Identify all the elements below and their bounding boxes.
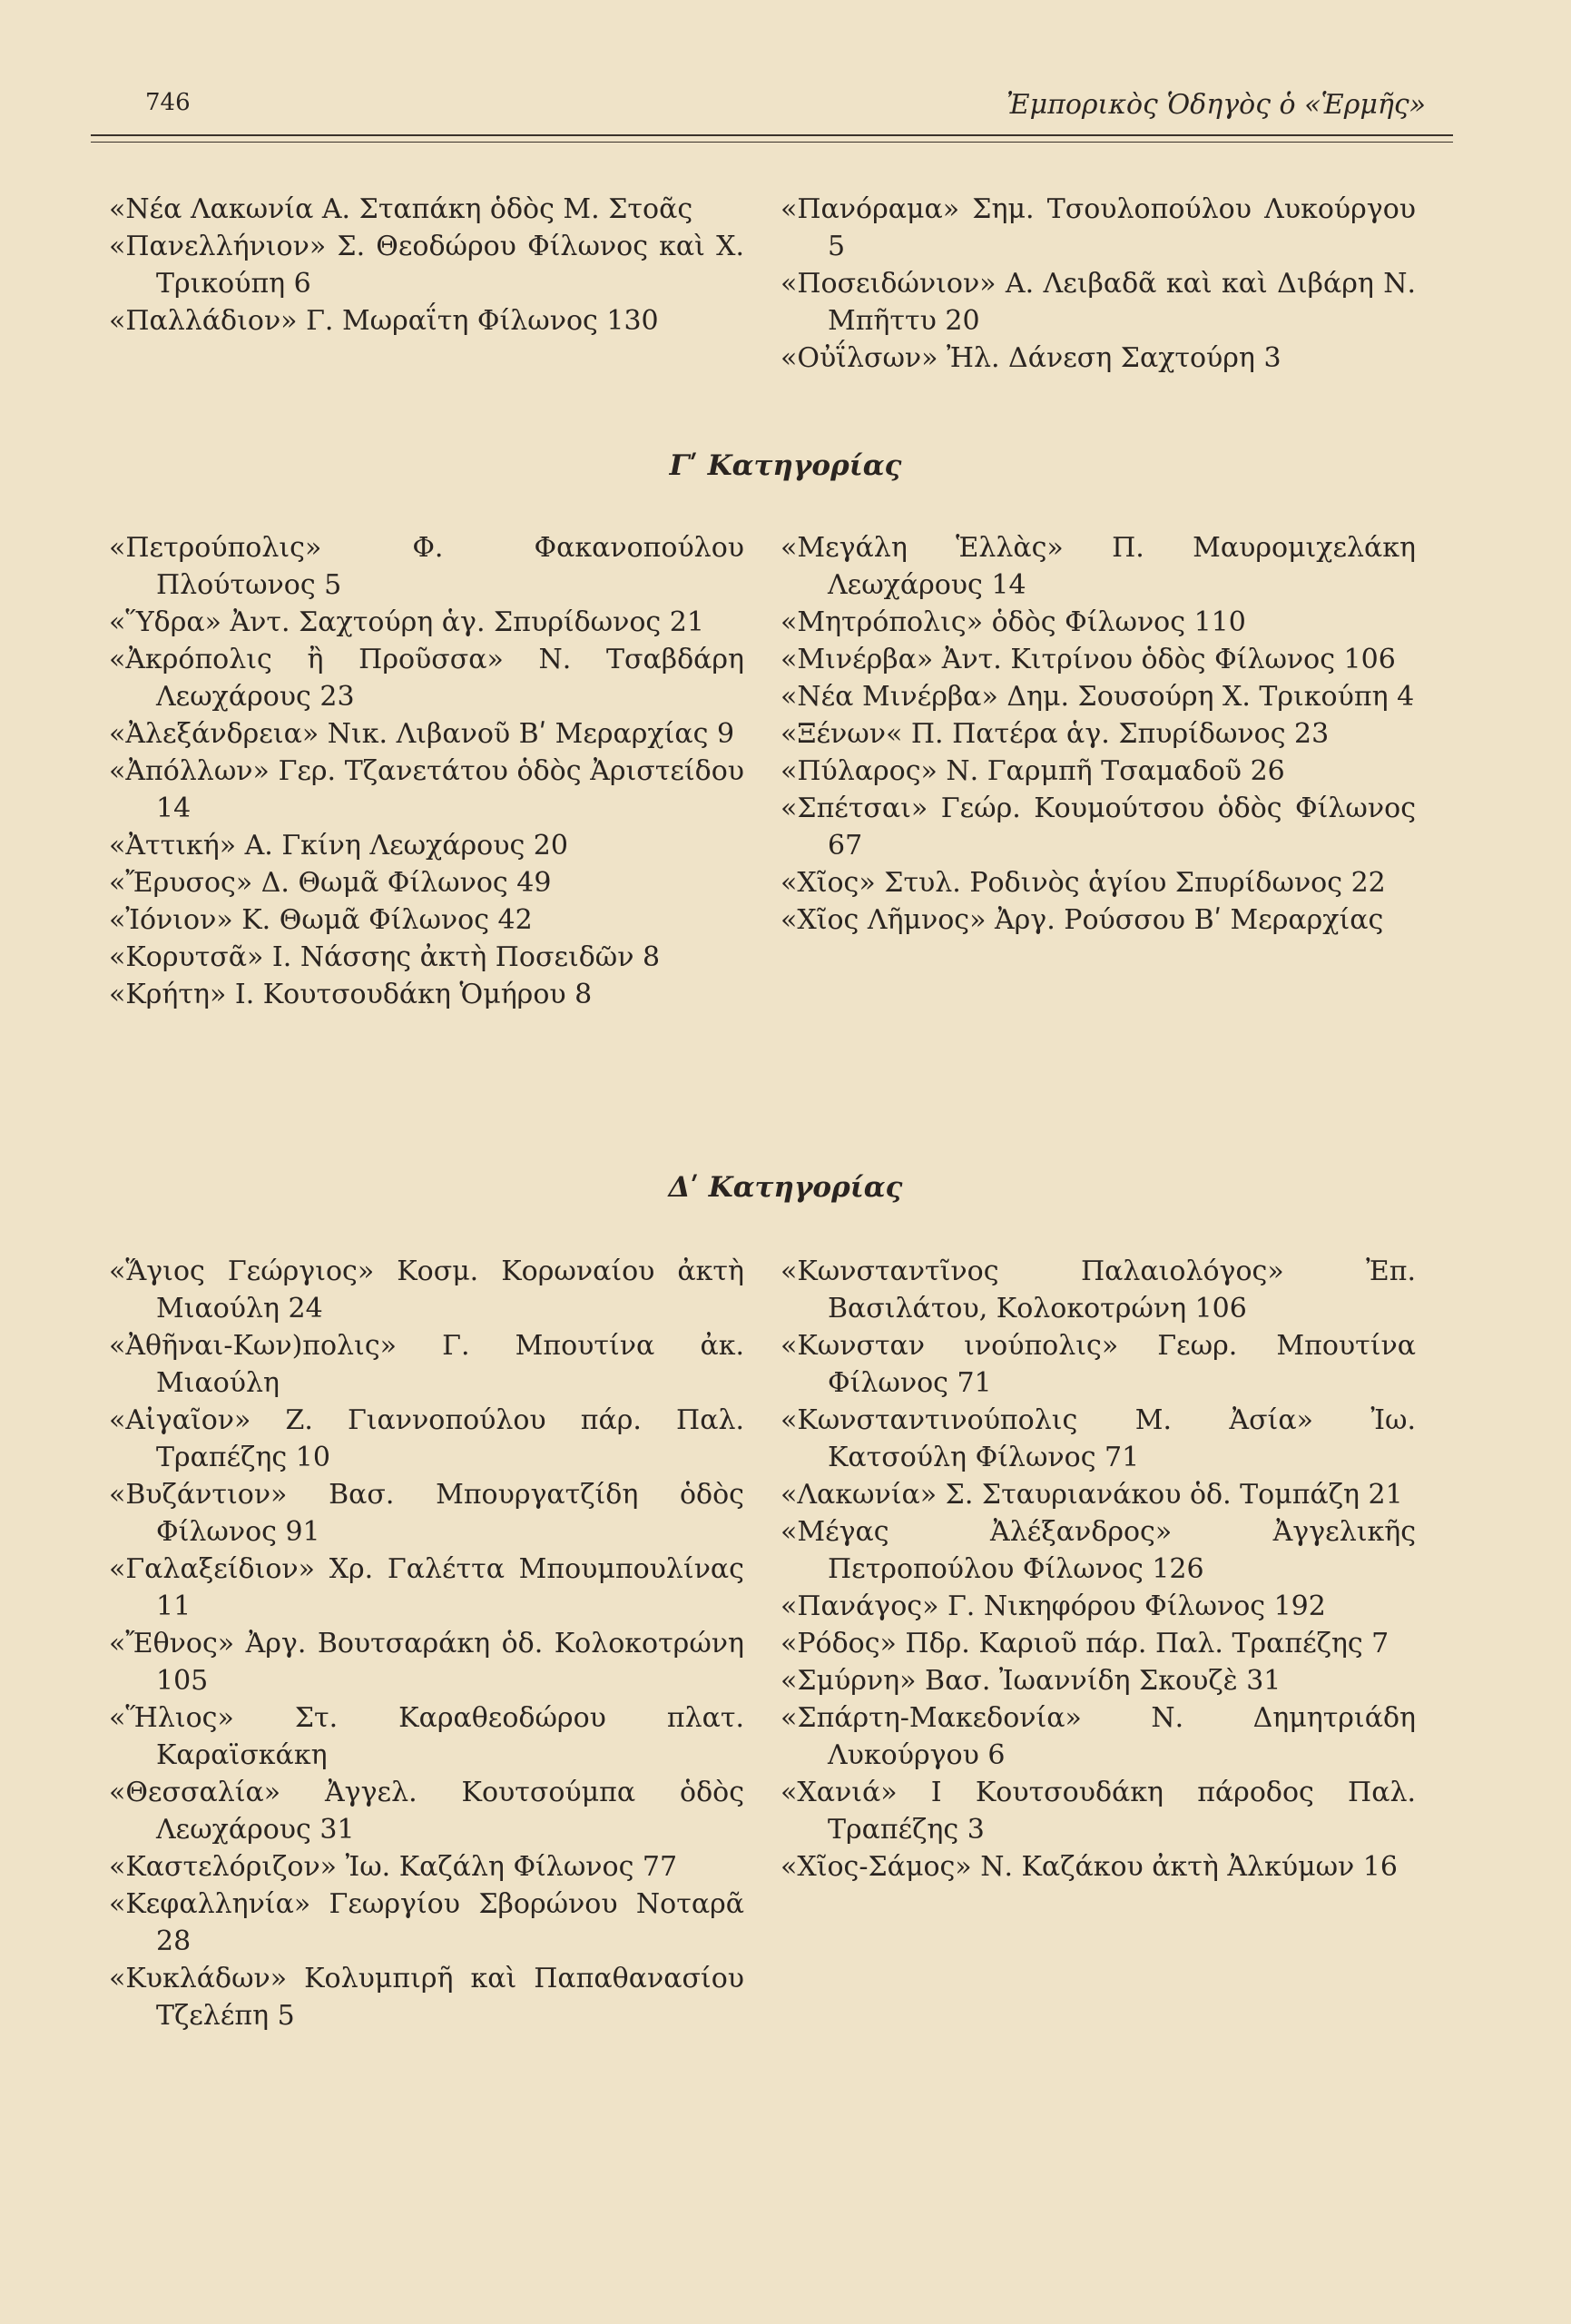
right-column bbox=[781, 1253, 1416, 2034]
section-heading-d: Δʹ Κατηγορίας bbox=[668, 1171, 903, 1204]
list-entry: «Χῖος Λῆμνος» Ἀργ. Ρούσσου Βʹ Μεραρχίας bbox=[781, 904, 1384, 936]
list-entry: «Κωνσταντῖνος Παλαιολόγος» Ἐπ. Βασιλάτου, Κολοκοτρώνη 106 bbox=[781, 1256, 1416, 1324]
list-entry: «Κρήτη» Ι. Κουτσουδάκη Ὁμήρου 8 bbox=[109, 979, 593, 1010]
list-entry: «Βυζάντιον» Βασ. Μπουργατζίδη ὁδὸς Φίλωνος 91 bbox=[109, 1479, 744, 1548]
list-entry: «Πανόραμα» Σημ. Τσουλοπούλου Λυκούργου 5 bbox=[781, 193, 1416, 262]
list-entry: «Ἔθνος» Ἀργ. Βουτσαράκη ὁδ. Κολοκοτρώνη 105 bbox=[109, 1628, 744, 1697]
page-number: 746 bbox=[145, 89, 191, 116]
list-entry: «Καστελόριζον» Ἰω. Καζάλη Φίλωνος 77 bbox=[109, 1851, 678, 1883]
list-entry: «Οὐΐλσων» Ἠλ. Δάνεση Σαχτούρη 3 bbox=[781, 342, 1281, 374]
right-column bbox=[781, 529, 1416, 1013]
header-rule bbox=[91, 134, 1453, 136]
running-title: Ἐμπορικὸς Ὁδηγὸς ὁ «Ἑρμῆς» bbox=[1006, 89, 1426, 121]
list-entry: «Παλλάδιον» Γ. Μωραΐτη Φίλωνος 130 bbox=[109, 305, 659, 337]
left-column bbox=[109, 529, 744, 1013]
list-entry: «Ἔρυσος» Δ. Θωμᾶ Φίλωνος 49 bbox=[109, 867, 552, 899]
list-entry: «Πύλαρος» Ν. Γαρμπῆ Τσαμαδοῦ 26 bbox=[781, 755, 1285, 787]
list-entry: «Ἀπόλλων» Γερ. Τζανετάτου ὁδὸς Ἀριστείδου 14 bbox=[109, 755, 744, 824]
list-entry: «Θεσσαλία» Ἀγγελ. Κουτσούμπα ὁδὸς Λεωχάρους 31 bbox=[109, 1777, 744, 1846]
list-entry: «Κορυτσᾶ» Ι. Νάσσης ἀκτὴ Ποσειδῶν 8 bbox=[109, 941, 661, 973]
list-entry: «Σπέτσαι» Γεώρ. Κουμούτσου ὁδὸς Φίλωνος 67 bbox=[781, 793, 1416, 862]
list-entry: «Ἀκρόπολις ἢ Προῦσσα» Ν. Τσαβδάρη Λεωχάρους 23 bbox=[109, 644, 744, 713]
list-entry: «Πανάγος» Γ. Νικηφόρου Φίλωνος 192 bbox=[781, 1590, 1326, 1622]
list-entry: «Ἅγιος Γεώργιος» Κοσμ. Κορωναίου ἀκτὴ Μιαούλη 24 bbox=[109, 1256, 744, 1324]
list-entry: «Κωνσταντινούπολις Μ. Ἀσία» Ἰω. Κατσούλη Φίλωνος 71 bbox=[781, 1404, 1416, 1473]
right-column bbox=[781, 191, 1416, 377]
list-entry: «Σπάρτη-Μακεδονία» Ν. Δημητριάδη Λυκούργου 6 bbox=[781, 1702, 1416, 1771]
list-entry: «Γαλαξείδιον» Χρ. Γαλέττα Μπουμπουλίνας 11 bbox=[109, 1553, 744, 1622]
list-entry: «Κωνσταν ινούπολις» Γεωρ. Μπουτίνα Φίλωνος 71 bbox=[781, 1330, 1416, 1399]
list-entry: «Λακωνία» Σ. Σταυριανάκου ὁδ. Τομπάζη 21 bbox=[781, 1479, 1403, 1511]
section-continued bbox=[109, 191, 1416, 377]
list-entry: «Πανελλήνιον» Σ. Θεοδώρου Φίλωνος καὶ Χ. Τρικούπη 6 bbox=[109, 231, 744, 300]
section-d bbox=[109, 1253, 1416, 2034]
list-entry: «Νέα Λακωνία Α. Σταπάκη ὁδὸς Μ. Στοᾶς bbox=[109, 193, 693, 225]
list-entry: «Νέα Μινέρβα» Δημ. Σουσούρη Χ. Τρικούπη 4 bbox=[781, 681, 1415, 713]
list-entry: «Αἰγαῖον» Ζ. Γιαννοπούλου πάρ. Παλ. Τραπέζης 10 bbox=[109, 1404, 744, 1473]
section-g bbox=[109, 529, 1416, 1013]
list-entry: «Χῖος-Σάμος» Ν. Καζάκου ἀκτὴ Ἀλκύμων 16 bbox=[781, 1851, 1398, 1883]
page-header bbox=[145, 89, 1426, 125]
list-entry: «Μινέρβα» Ἀντ. Κιτρίνου ὁδὸς Φίλωνος 106 bbox=[781, 644, 1396, 675]
list-entry: «Ἀλεξάνδρεια» Νικ. Λιβανοῦ Βʹ Μεραρχίας 9 bbox=[109, 718, 735, 750]
list-entry: «Χῖος» Στυλ. Ροδινὸς ἁγίου Σπυρίδωνος 22 bbox=[781, 867, 1386, 899]
list-entry: «Μητρόπολις» ὁδὸς Φίλωνος 110 bbox=[781, 606, 1246, 638]
list-entry: «Μέγας Ἀλέξανδρος» Ἀγγελικῆς Πετροπούλου Φίλωνος 126 bbox=[781, 1516, 1416, 1585]
list-entry: «Πετρούπολις» Φ. Φακανοπούλου Πλούτωνος 5 bbox=[109, 532, 744, 601]
list-entry: «Χανιά» Ι Κουτσουδάκη πάροδος Παλ. Τραπέζης 3 bbox=[781, 1777, 1416, 1846]
list-entry: «Κεφαλληνία» Γεωργίου Σβορώνου Νοταρᾶ 28 bbox=[109, 1888, 744, 1957]
section-heading-g: Γʹ Κατηγορίας bbox=[669, 449, 902, 482]
list-entry: «Μεγάλη Ἑλλὰς» Π. Μαυρομιχελάκη Λεωχάρους 14 bbox=[781, 532, 1416, 601]
list-entry: «Κυκλάδων» Κολυμπιρῆ καὶ Παπαθανασίου Τζελέπη 5 bbox=[109, 1963, 744, 2032]
list-entry: «Ποσειδώνιον» Α. Λειβαδᾶ καὶ καὶ Διβάρη Ν. Μπῆττυ 20 bbox=[781, 268, 1416, 337]
list-entry: «Ρόδος» Πδρ. Καριοῦ πάρ. Παλ. Τραπέζης 7 bbox=[781, 1628, 1389, 1659]
header-rule-thin bbox=[91, 142, 1453, 143]
left-column bbox=[109, 191, 744, 377]
list-entry: «Ἰόνιον» Κ. Θωμᾶ Φίλωνος 42 bbox=[109, 904, 533, 936]
list-entry: «Ὕδρα» Ἀντ. Σαχτούρη ἁγ. Σπυρίδωνος 21 bbox=[109, 606, 704, 638]
list-entry: «Σμύρνη» Βασ. Ἰωαννίδη Σκουζὲ 31 bbox=[781, 1665, 1281, 1697]
list-entry: «Ἀττική» Α. Γκίνη Λεωχάρους 20 bbox=[109, 830, 568, 862]
list-entry: «Ξένων« Π. Πατέρα ἁγ. Σπυρίδωνος 23 bbox=[781, 718, 1330, 750]
list-entry: «Ἀθῆναι-Κων)πολις» Γ. Μπουτίνα ἀκ. Μιαούλη bbox=[109, 1330, 744, 1399]
list-entry: «Ἥλιος» Στ. Καραθεοδώρου πλατ. Καραϊσκάκη bbox=[109, 1702, 744, 1771]
left-column bbox=[109, 1253, 744, 2034]
